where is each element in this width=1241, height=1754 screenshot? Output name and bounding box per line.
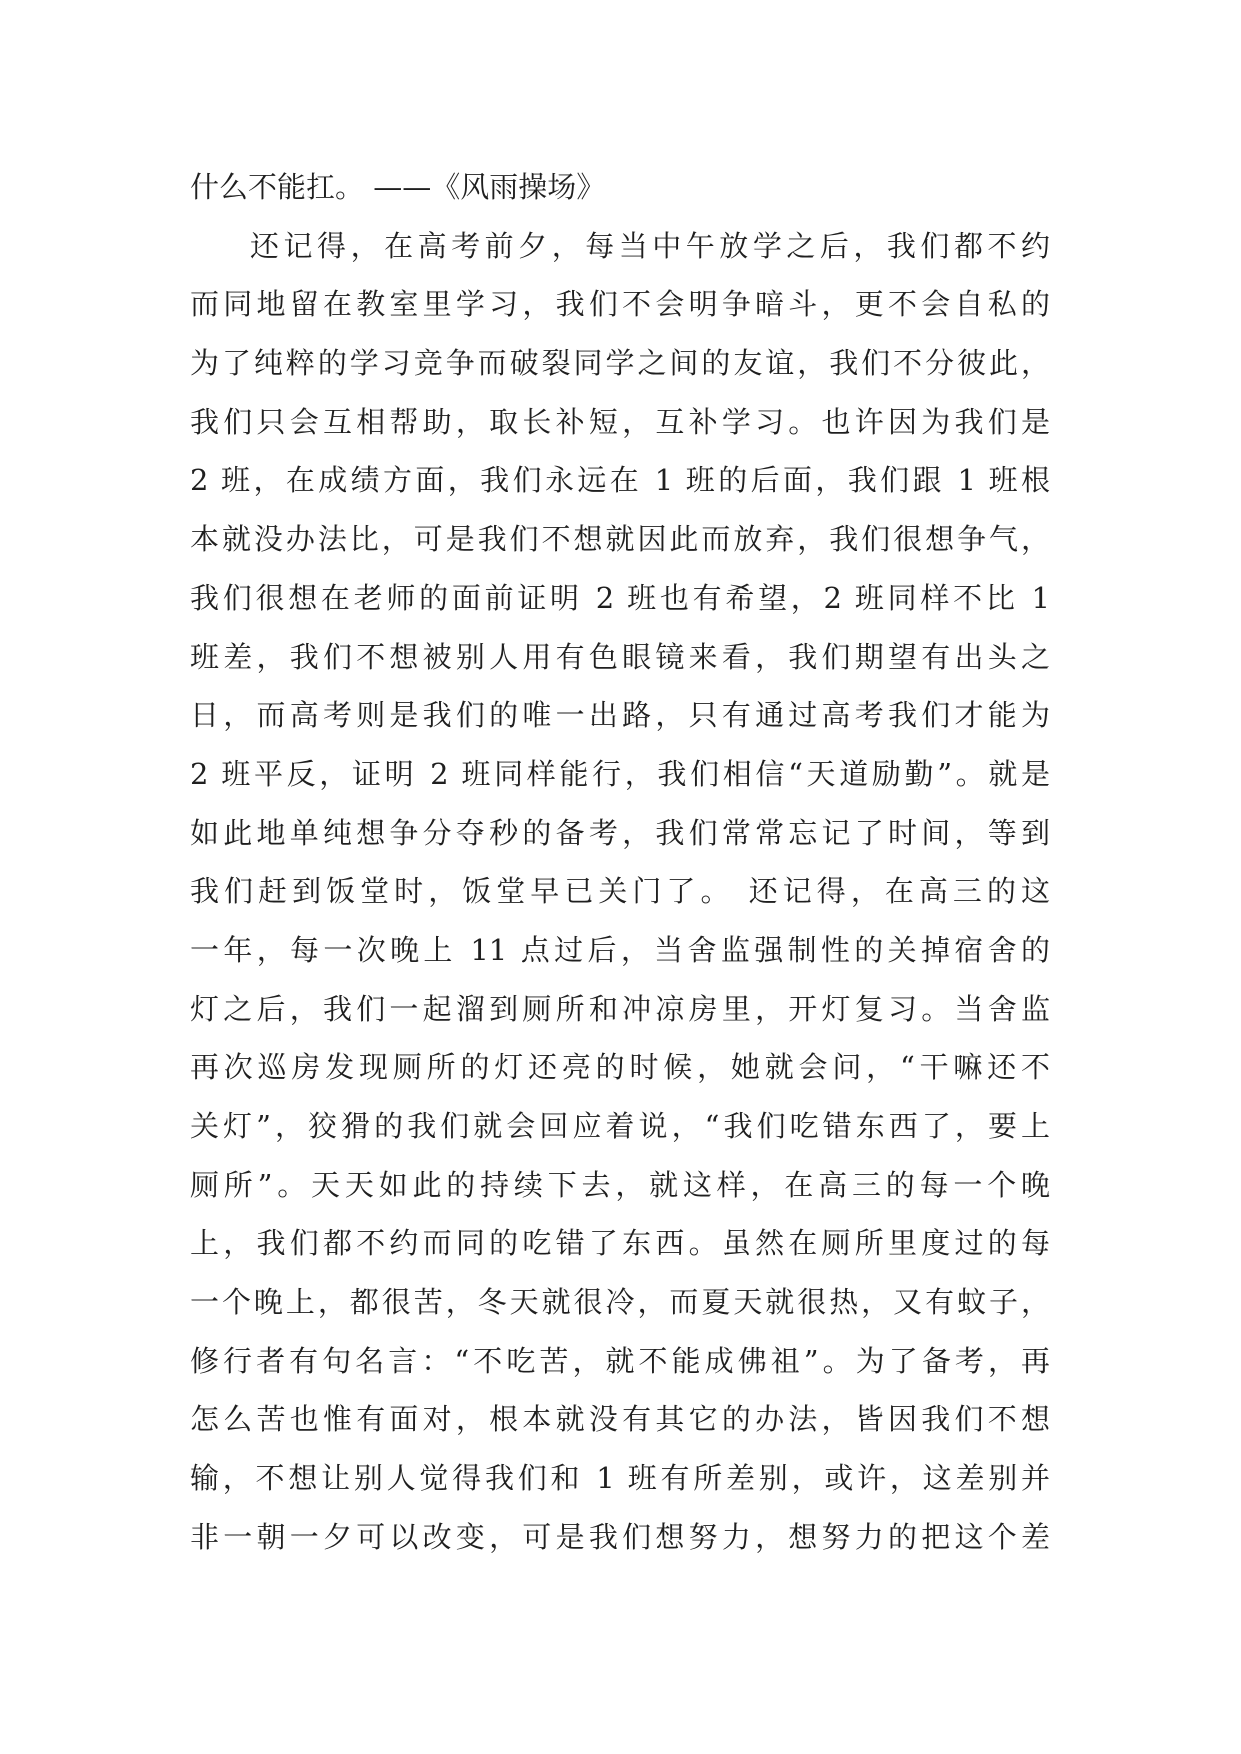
text-line: 一年，每一次晚上 11 点过后，当舍监强制性的关掉宿舍的 bbox=[190, 932, 1050, 967]
text-line: 如此地单纯想争分夺秒的备考，我们常常忘记了时间，等到 bbox=[190, 815, 1050, 850]
text-line: 为了纯粹的学习竞争而破裂同学之间的友谊，我们不分彼此， bbox=[190, 346, 1050, 381]
text-line: 2 班，在成绩方面，我们永远在 1 班的后面，我们跟 1 班根 bbox=[190, 463, 1050, 498]
text-line: 厕所”。天天如此的持续下去，就这样，在高三的每一个晚 bbox=[190, 1167, 1050, 1202]
text-line: 一个晚上，都很苦，冬天就很冷，而夏天就很热，又有蚊子， bbox=[190, 1285, 1050, 1320]
text-line: 输，不想让别人觉得我们和 1 班有所差别，或许，这差别并 bbox=[190, 1461, 1050, 1496]
text-line: 我们只会互相帮助，取长补短，互补学习。也许因为我们是 bbox=[190, 404, 1050, 439]
text-line: 关灯”，狡猾的我们就会回应着说，“我们吃错东西了，要上 bbox=[190, 1109, 1050, 1143]
text-line: 再次巡房发现厕所的灯还亮的时候，她就会问，“干嘛还不 bbox=[190, 1050, 1050, 1085]
text-line: 2 班平反，证明 2 班同样能行，我们相信“天道励勤”。就是 bbox=[190, 756, 1050, 791]
text-line: 修行者有句名言：“不吃苦，就不能成佛祖”。为了备考，再 bbox=[190, 1343, 1050, 1378]
text-line: 班差，我们不想被别人用有色眼镜来看，我们期望有出头之 bbox=[190, 639, 1050, 674]
text-line: 什么不能扛。 ——《风雨操场》 bbox=[190, 170, 606, 204]
text-line: 本就没办法比，可是我们不想就因此而放弃，我们很想争气， bbox=[190, 522, 1050, 557]
text-line: 灯之后，我们一起溜到厕所和冲凉房里，开灯复习。当舍监 bbox=[190, 991, 1050, 1026]
text-line: 日，而高考则是我们的唯一出路，只有通过高考我们才能为 bbox=[190, 698, 1050, 733]
text-line: 我们很想在老师的面前证明 2 班也有希望，2 班同样不比 1 bbox=[190, 580, 1050, 615]
text-line: 而同地留在教室里学习，我们不会明争暗斗，更不会自私的 bbox=[190, 287, 1050, 322]
body-text bbox=[190, 158, 1050, 1567]
text-line: 我们赶到饭堂时，饭堂早已关门了。 还记得，在高三的这 bbox=[190, 874, 1050, 909]
text-line: 怎么苦也惟有面对，根本就没有其它的办法，皆因我们不想 bbox=[190, 1402, 1050, 1437]
paragraph-first-line: 还记得，在高考前夕，每当中午放学之后，我们都不约 bbox=[250, 228, 1050, 263]
text-line: 非一朝一夕可以改变，可是我们想努力，想努力的把这个差 bbox=[190, 1519, 1050, 1554]
text-line: 上，我们都不约而同的吃错了东西。虽然在厕所里度过的每 bbox=[190, 1226, 1050, 1261]
